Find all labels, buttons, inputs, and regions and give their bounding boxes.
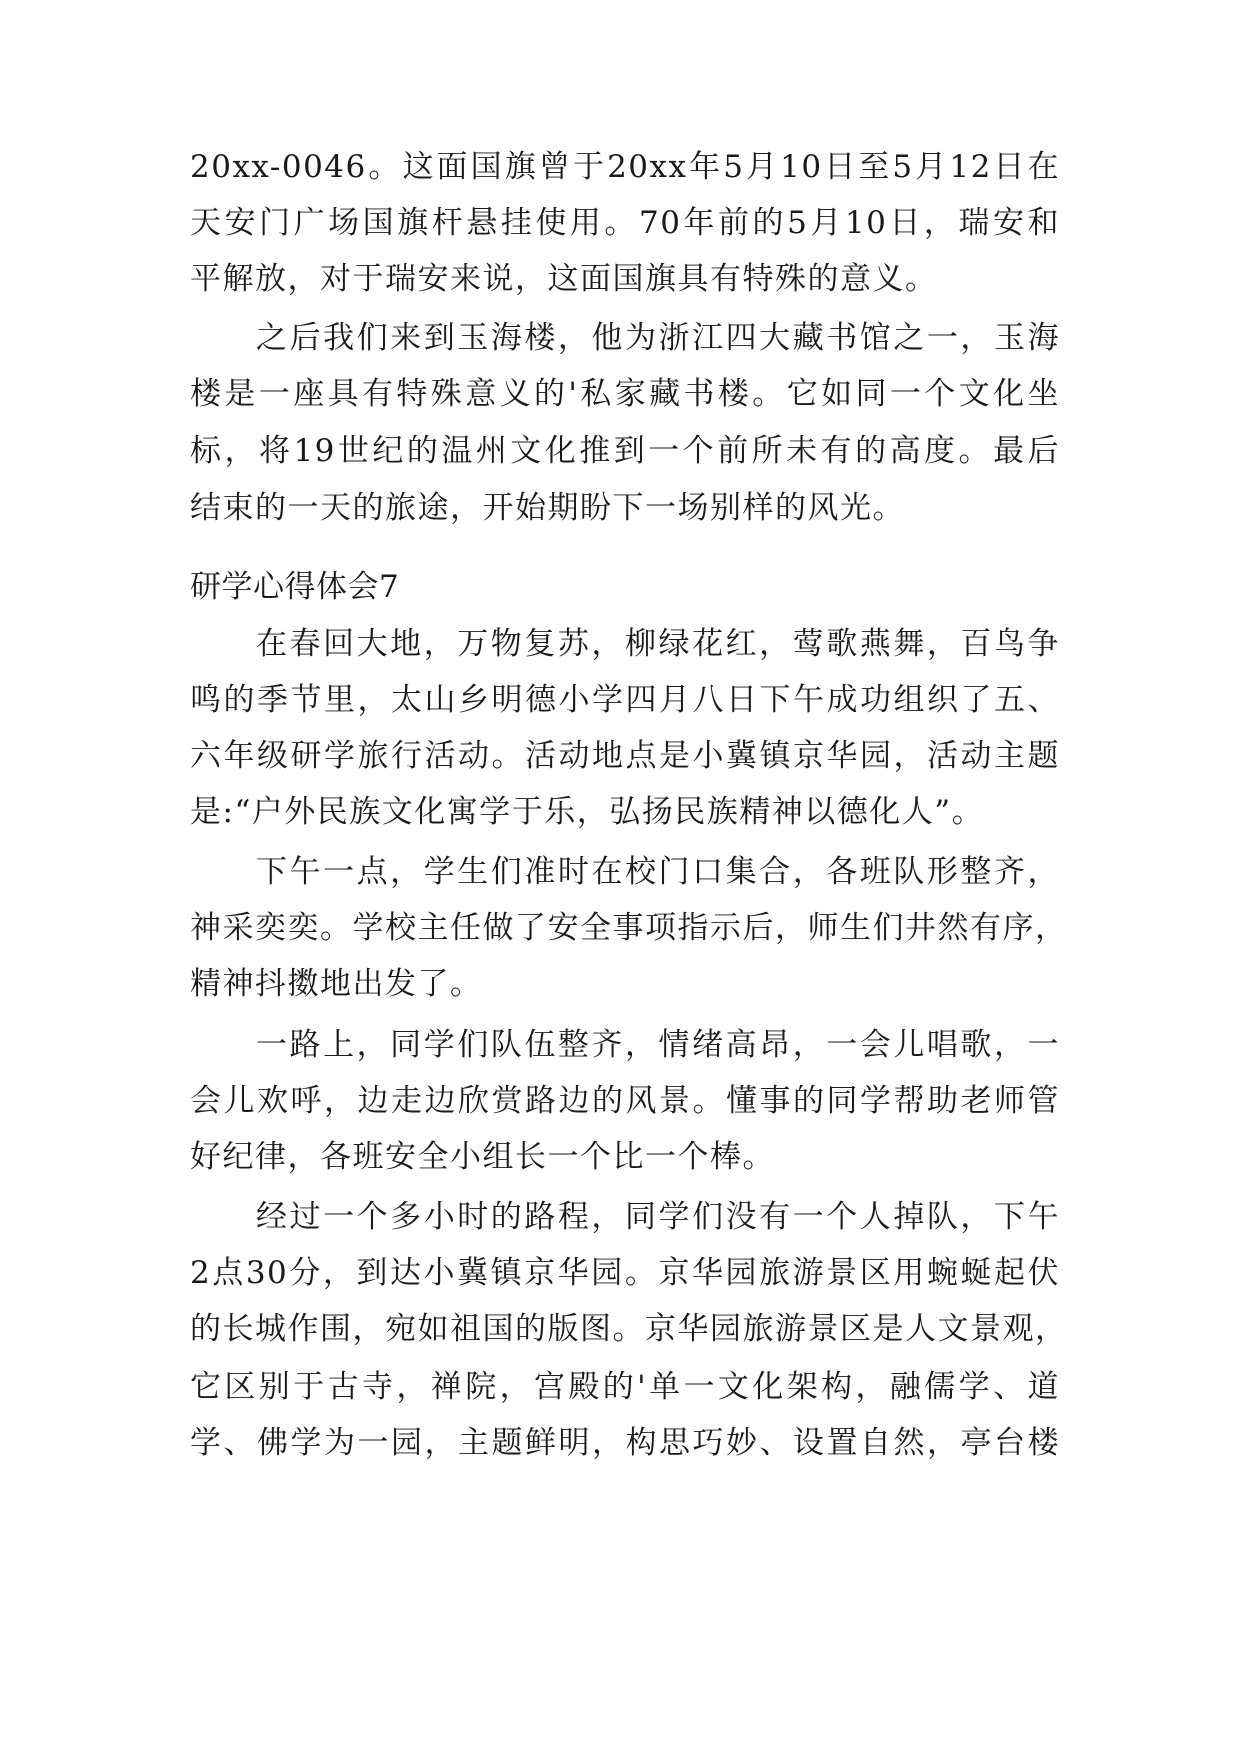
text-line: 它区别于古寺，禅院，宫殿的'单一文化架构，融儒学、道: [190, 1369, 1060, 1405]
text-line: 2点30分，到达小冀镇京华园。京华园旅游景区用蜿蜒起伏: [190, 1255, 1060, 1291]
text-line: 下午一点，学生们准时在校门口集合，各班队形整齐，: [256, 854, 1060, 890]
text-line: 精神抖擞地出发了。: [190, 966, 483, 1002]
text-line: 六年级研学旅行活动。活动地点是小冀镇京华园，活动主题: [190, 738, 1060, 774]
text-line: 神采奕奕。学校主任做了安全事项指示后，师生们井然有序，: [190, 910, 1068, 946]
text-line: 经过一个多小时的路程，同学们没有一个人掉队，下午: [256, 1199, 1060, 1235]
text-line: 标，将19世纪的温州文化推到一个前所未有的高度。最后: [190, 433, 1060, 469]
text-line: 是:“户外民族文化寓学于乐，弘扬民族精神以德化人”。: [190, 794, 985, 830]
text-line: 学、佛学为一园，主题鲜明，构思巧妙、设置自然，亭台楼: [190, 1425, 1060, 1461]
text-line: 平解放，对于瑞安来说，这面国旗具有特殊的意义。: [190, 261, 938, 297]
text-line: 会儿欢呼，边走边欣赏路边的风景。懂事的同学帮助老师管: [190, 1083, 1060, 1119]
text-line: 好纪律，各班安全小组长一个比一个棒。: [190, 1139, 775, 1175]
text-line: 的长城作围，宛如祖国的版图。京华园旅游景区是人文景观，: [190, 1311, 1068, 1347]
text-line: 楼是一座具有特殊意义的'私家藏书楼。它如同一个文化坐: [190, 376, 1060, 412]
section-heading: 研学心得体会7: [190, 569, 400, 605]
text-line: 在春回大地，万物复苏，柳绿花红，莺歌燕舞，百鸟争: [256, 626, 1060, 662]
text-line: 天安门广场国旗杆悬挂使用。70年前的5月10日，瑞安和: [190, 205, 1060, 241]
text-line: 鸣的季节里，太山乡明德小学四月八日下午成功组织了五、: [190, 682, 1060, 718]
text-line: 一路上，同学们队伍整齐，情绪高昂，一会儿唱歌，一: [256, 1027, 1060, 1063]
text-line: 之后我们来到玉海楼，他为浙江四大藏书馆之一，玉海: [256, 320, 1060, 356]
text-line: 20xx-0046。这面国旗曾于20xx年5月10日至5月12日在: [190, 149, 1060, 185]
text-line: 结束的一天的旅途，开始期盼下一场别样的风光。: [190, 490, 905, 526]
